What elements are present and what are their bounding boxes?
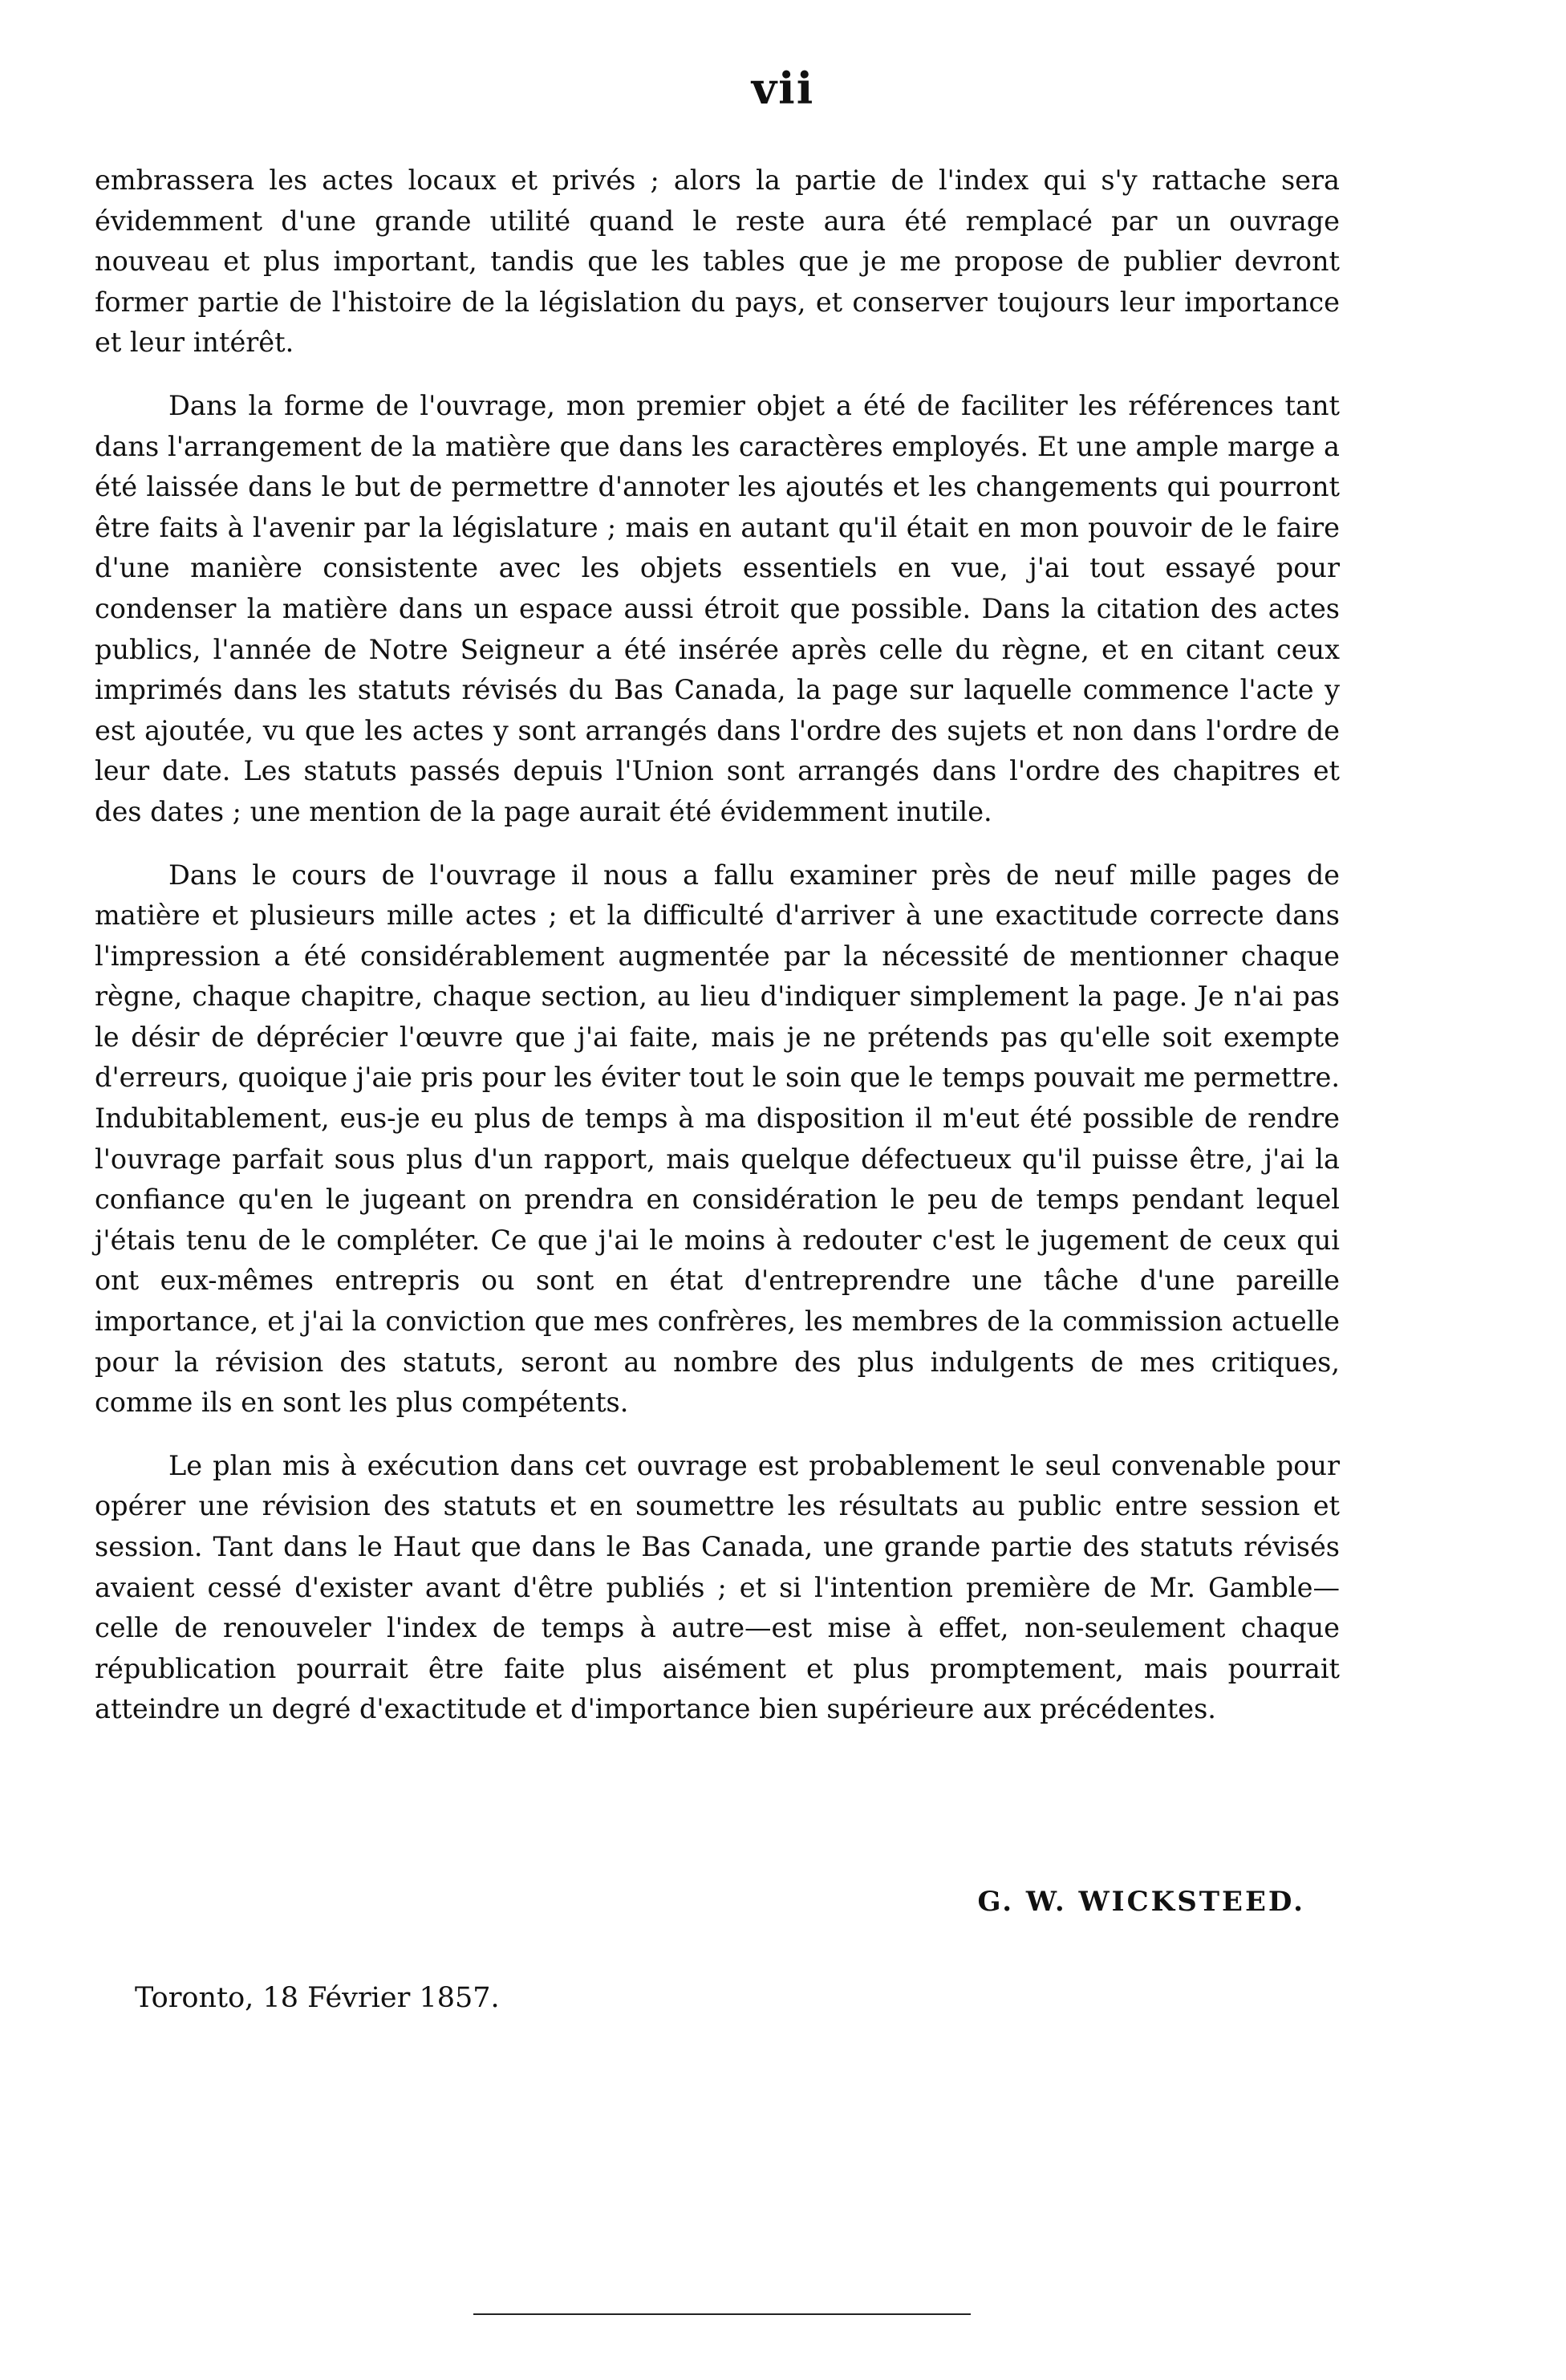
bottom-rule <box>473 2313 971 2315</box>
body-text <box>95 160 1340 1753</box>
paragraph-format: Dans la forme de l'ouvrage, mon premier objet a été de faciliter les références tant dans l'arrangement de la matière que dans les caractères employés. Et une ample marge a été laissée dans le but de permettre d'annoter les ajoutés et les changements qui pourront être faits à l'avenir par la législature ; mais en autant qu'il était en mon pouvoir de le faire d'une manière consistente avec les objets essentiels en vue, j'ai tout essayé pour condenser la matière dans un espace aussi étroit que possible. Dans la citation des actes publics, l'année de Notre Seigneur a été insérée après celle du règne, et en citant ceux imprimés dans les statuts révisés du Bas Canada, la page sur laquelle commence l'acte y est ajoutée, vu que les actes y sont arrangés dans l'ordre des sujets et non dans l'ordre de leur date. Les statuts passés depuis l'Union sont arrangés dans l'ordre des chapitres et des dates ; une mention de la page aurait été évidemment inutile. <box>95 389 1340 827</box>
page-number: vii <box>751 63 815 114</box>
paragraph-continuation: embrassera les actes locaux et privés ; alors la partie de l'index qui s'y rattache sera évidemment d'une grande utilité quand le reste aura été remplacé par un ouvrage nouveau et plus important, tandis que les tables que je me propose de publier devront former partie de l'histoire de la législation du pays, et conserver toujours leur importance et leur intérêt. <box>95 164 1340 359</box>
signature: G. W. WICKSTEED. <box>977 1886 1305 1918</box>
paragraph-plan: Le plan mis à exécution dans cet ouvrage est probablement le seul convenable pour opérer une révision des statuts et en soumettre les résultats au public entre session et session. Tant dans le Haut que dans le Bas Canada, une grande partie des statuts révisés avaient cessé d'exister avant d'être publiés ; et si l'intention première de Mr. Gamble—celle de renouveler l'index de temps à autre—est mise à effet, non-seulement chaque républication pourrait être faite plus aisément et plus promptement, mais pourrait atteindre un degré d'exactitude et d'importance bien supérieure aux précédentes. <box>95 1449 1340 1725</box>
place-date: Toronto, 18 Février 1857. <box>135 1982 500 2014</box>
paragraph-course-of-work: Dans le cours de l'ouvrage il nous a fallu examiner près de neuf mille pages de matière et plusieurs mille actes ; et la difficulté d'arriver à une exactitude correcte dans l'impression a été considérablement augmentée par la nécessité de mentionner chaque règne, chaque chapitre, chaque section, au lieu d'indiquer simplement la page. Je n'ai pas le désir de déprécier l'œuvre que j'ai faite, mais je ne prétends pas qu'elle soit exempte d'erreurs, quoique j'aie pris pour les éviter tout le soin que le temps pouvait me permettre. Indubitablement, eus-je eu plus de temps à ma disposition il m'eut été possible de rendre l'ouvrage parfait sous plus d'un rapport, mais quelque défectueux qu'il puisse être, j'ai la confiance qu'en le jugeant on prendra en considération le peu de temps pendant lequel j'étais tenu de le compléter. Ce que j'ai le moins à redouter c'est le jugement de ceux qui ont eux-mêmes entrepris ou sont en état d'entreprendre une tâche d'une pareille importance, et j'ai la conviction que mes confrères, les membres de la commission actuelle pour la révision des statuts, seront au nombre des plus indulgents de mes critiques, comme ils en sont les plus compétents. <box>95 859 1340 1419</box>
